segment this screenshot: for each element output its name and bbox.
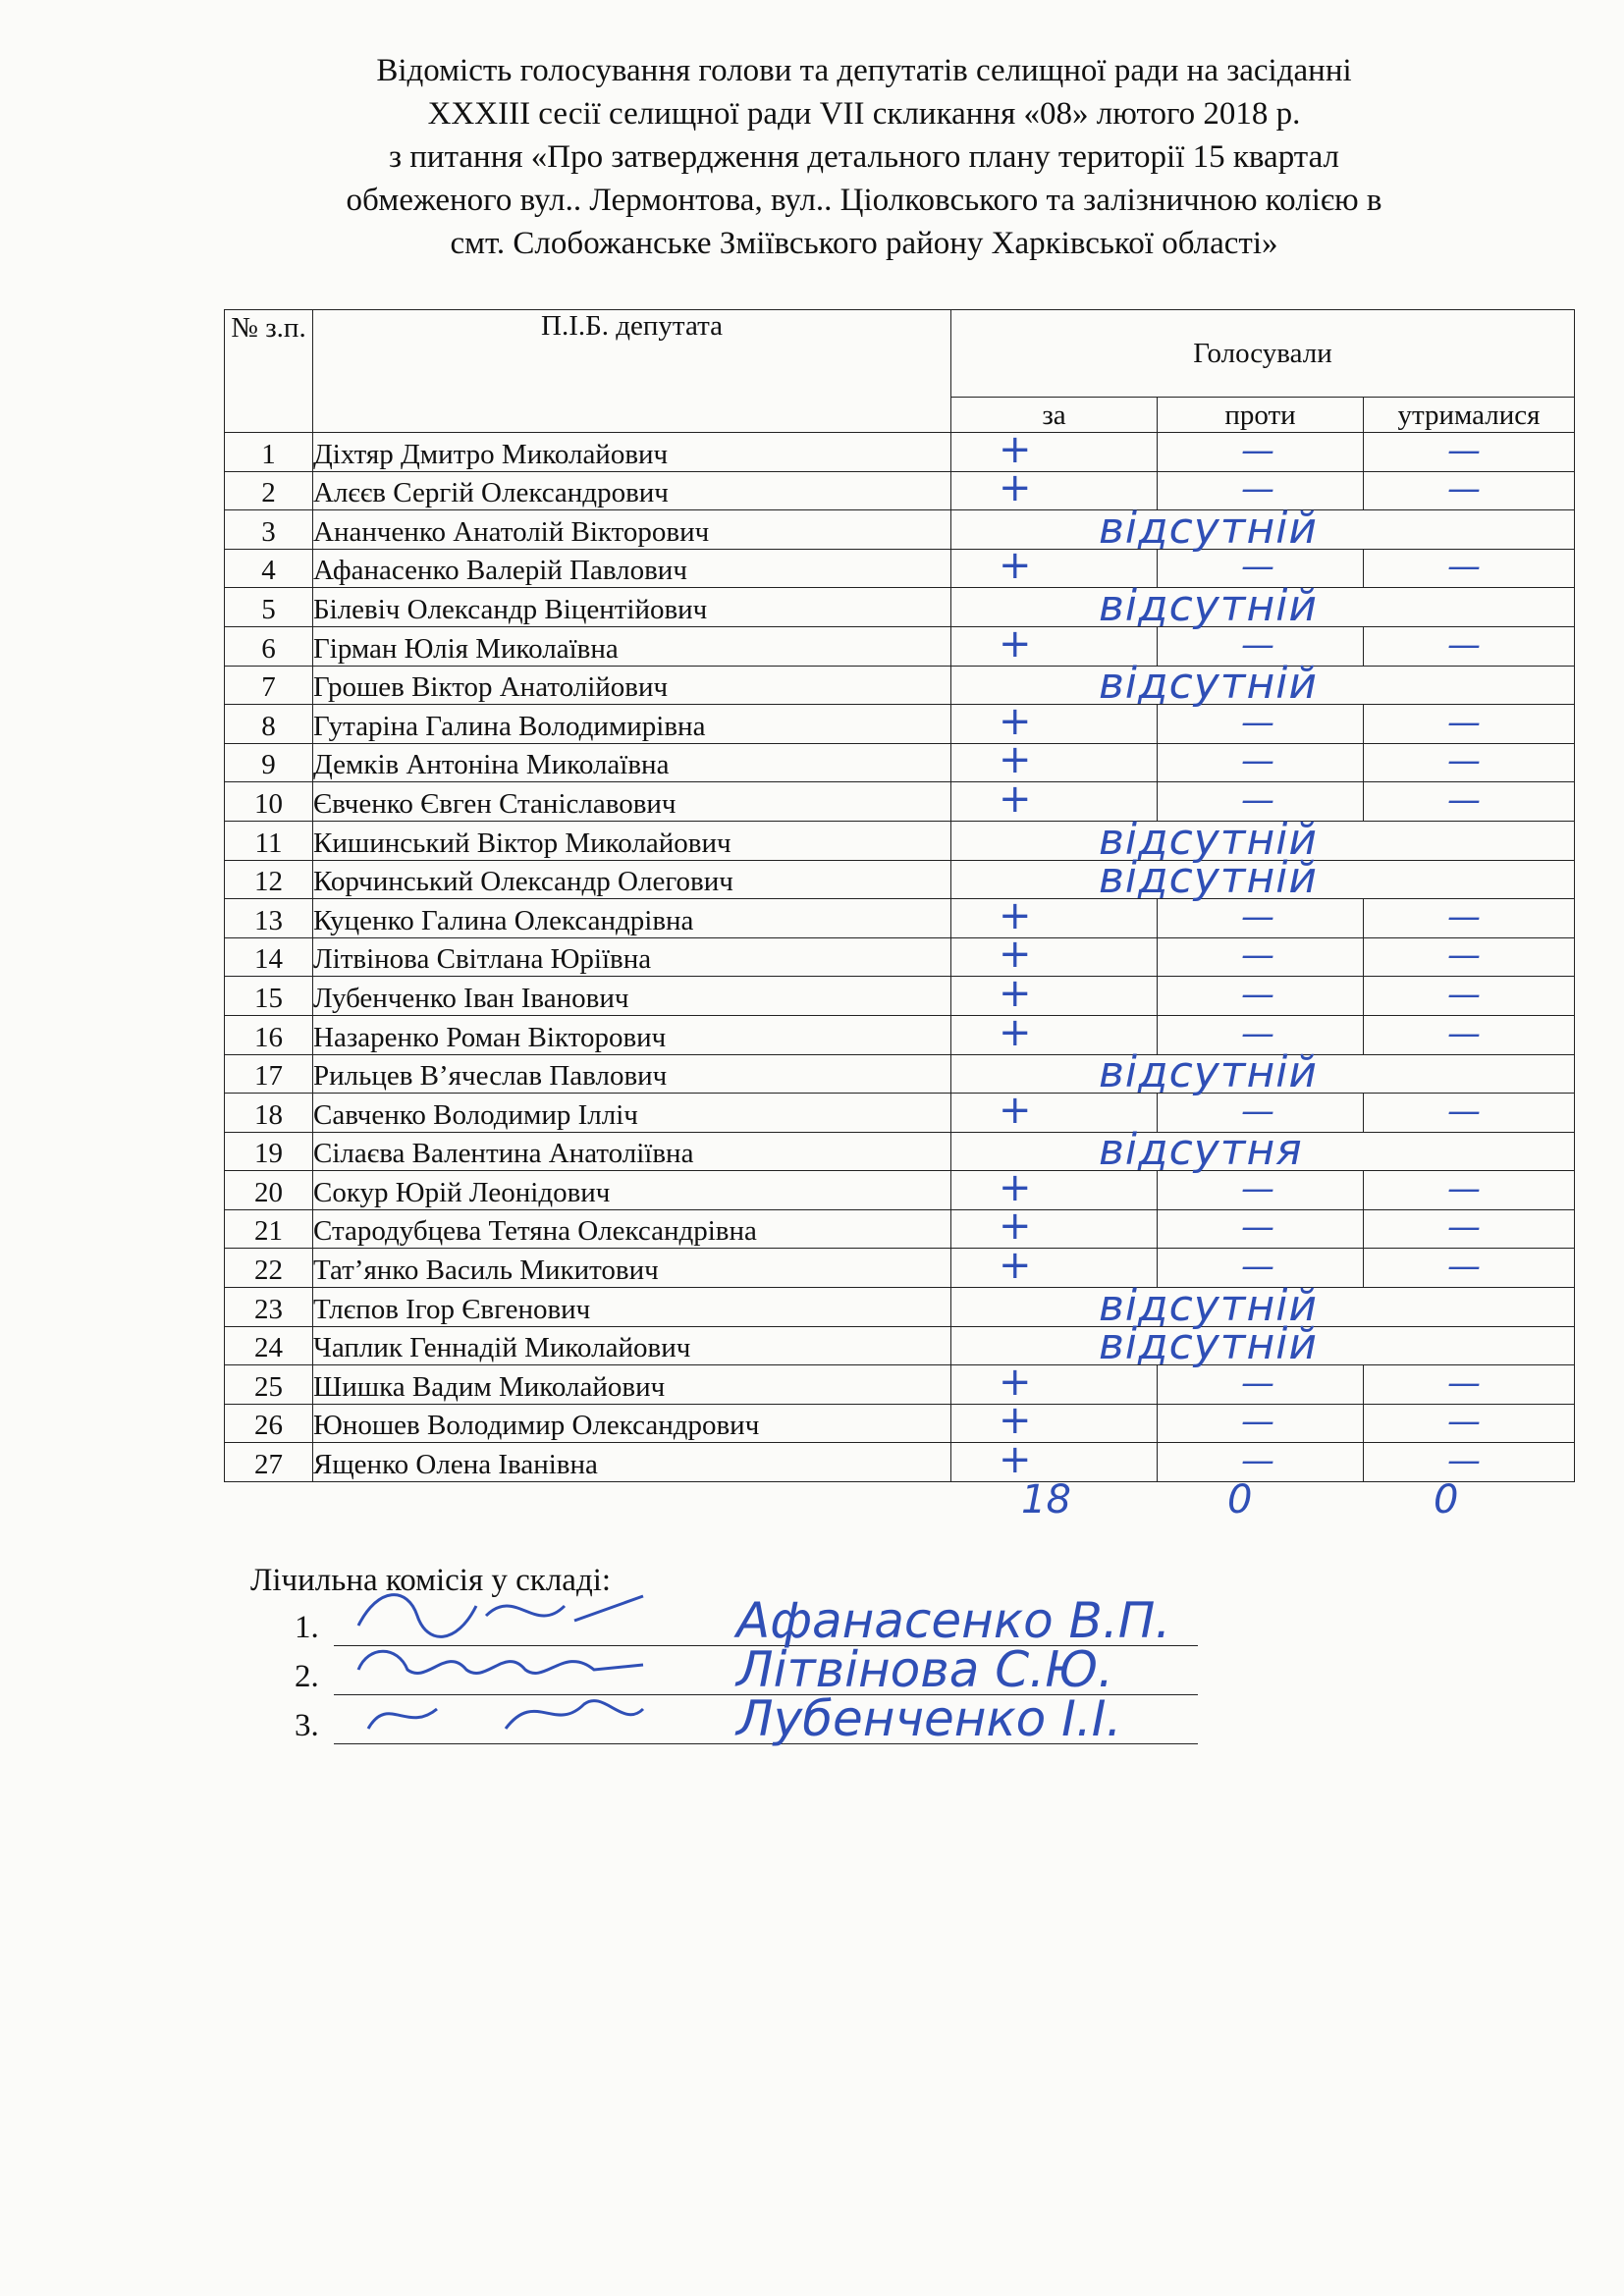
deputy-name: Афанасенко Валерій Павлович	[313, 549, 951, 588]
vote-against-mark: —	[1241, 779, 1274, 820]
vote-against-mark: —	[1241, 1013, 1274, 1053]
absent-note: відсутній	[1099, 853, 1319, 904]
table-row	[225, 1094, 1575, 1133]
vote-against-mark: —	[1241, 1168, 1274, 1208]
absent-note: відсутній	[1099, 503, 1319, 554]
vote-against-cell	[1158, 430, 1364, 472]
row-number: 10	[225, 782, 313, 822]
vote-for-cell	[951, 1164, 1158, 1210]
title-line-1: Відомість голосування голови та депутатів селищної ради на засіданні	[376, 53, 1352, 88]
vote-abstained-cell	[1364, 1091, 1575, 1133]
deputy-name: Кишинський Віктор Миколайович	[313, 821, 951, 860]
deputy-name: Назаренко Роман Вікторович	[313, 1015, 951, 1054]
table-row	[225, 1209, 1575, 1249]
member-number: 3.	[295, 1708, 319, 1743]
absent-cell	[951, 580, 1575, 631]
vote-abstained-cell	[1364, 1362, 1575, 1405]
table-row	[225, 1249, 1575, 1288]
row-number: 13	[225, 899, 313, 938]
member-name: Лубенченко І.І.	[736, 1690, 1122, 1747]
row-number: 5	[225, 588, 313, 627]
vote-abstained-cell	[1364, 1168, 1575, 1210]
handwritten-signature	[349, 1675, 682, 1753]
vote-for-mark: +	[999, 543, 1032, 589]
table-row	[225, 1015, 1575, 1054]
deputy-name: Гутаріна Галина Володимирівна	[313, 705, 951, 744]
vote-abstained-cell	[1364, 1404, 1575, 1443]
vote-for-cell	[951, 1203, 1158, 1250]
row-number: 19	[225, 1132, 313, 1171]
table-row	[225, 937, 1575, 977]
deputy-name: Сокур Юрій Леонідович	[313, 1171, 951, 1210]
vote-abstained-mark: —	[1447, 1168, 1481, 1208]
row-number: 23	[225, 1288, 313, 1327]
vote-against-mark: —	[1241, 1402, 1274, 1442]
vote-abstained-mark: —	[1447, 779, 1481, 820]
member-name: Літвінова С.Ю.	[736, 1641, 1113, 1698]
vote-against-mark: —	[1241, 935, 1274, 976]
absent-cell	[951, 1047, 1575, 1098]
vote-abstained-cell	[1364, 1443, 1575, 1482]
table-row	[225, 1443, 1575, 1482]
vote-abstained-mark: —	[1447, 741, 1481, 781]
deputy-name: Савченко Володимир Ілліч	[313, 1094, 951, 1133]
deputy-name: Шишка Вадим Миколайович	[313, 1365, 951, 1405]
vote-for-cell	[951, 1398, 1158, 1444]
header-against: проти	[1158, 398, 1364, 433]
deputy-name: Корчинський Олександр Олегович	[313, 860, 951, 899]
absent-note: відсутній	[1099, 1319, 1319, 1370]
vote-against-mark: —	[1241, 896, 1274, 936]
vote-for-cell	[951, 737, 1158, 783]
deputy-name: Білевіч Олександр Віцентійович	[313, 588, 951, 627]
absent-note: відсутній	[1099, 1280, 1319, 1331]
row-number: 22	[225, 1249, 313, 1288]
vote-abstained-cell	[1364, 937, 1575, 977]
table-body	[225, 426, 1575, 1483]
row-number: 20	[225, 1171, 313, 1210]
absent-cell	[951, 1125, 1575, 1176]
document-title	[226, 49, 1502, 265]
vote-for-mark: +	[999, 932, 1032, 978]
row-number: 9	[225, 743, 313, 782]
absent-note: відсутній	[1099, 659, 1319, 710]
vote-abstained-mark: —	[1447, 469, 1481, 509]
vote-for-mark: +	[999, 970, 1032, 1016]
table-row	[225, 1171, 1575, 1210]
title-line-4: обмеженого вул.. Лермонтова, вул.. Ціолковського та залізничною колією в	[346, 183, 1382, 218]
member-name: Афанасенко В.П.	[736, 1592, 1171, 1649]
row-number: 11	[225, 821, 313, 860]
vote-against-mark: —	[1241, 1247, 1274, 1287]
vote-for-cell	[951, 892, 1158, 938]
absent-note: відсутній	[1099, 1047, 1319, 1098]
vote-for-cell	[951, 1437, 1158, 1483]
vote-against-mark: —	[1241, 1441, 1274, 1481]
vote-against-cell	[1158, 1168, 1364, 1210]
vote-for-cell	[951, 698, 1158, 744]
vote-abstained-mark: —	[1447, 896, 1481, 936]
vote-abstained-mark: —	[1447, 935, 1481, 976]
vote-against-cell	[1158, 1404, 1364, 1443]
voting-table	[224, 309, 1575, 1482]
vote-against-mark: —	[1241, 624, 1274, 665]
deputy-name: Демків Антоніна Миколаївна	[313, 743, 951, 782]
table-row	[225, 510, 1575, 550]
table-row	[225, 666, 1575, 705]
title-line-5: смт. Слобожанське Зміївського району Харківської області»	[450, 226, 1278, 261]
vote-for-cell	[951, 932, 1158, 978]
table-row	[225, 1132, 1575, 1171]
vote-for-mark: +	[999, 1243, 1032, 1289]
vote-abstained-mark: —	[1447, 1091, 1481, 1131]
vote-abstained-mark: —	[1447, 1247, 1481, 1287]
table-row	[225, 977, 1575, 1016]
vote-for-mark: +	[999, 892, 1032, 938]
table-row	[225, 1054, 1575, 1094]
total-abstained: 0	[1434, 1477, 1459, 1522]
vote-against-cell	[1158, 896, 1364, 938]
deputy-name: Лубенченко Іван Іванович	[313, 977, 951, 1016]
header-voted: Голосували	[951, 310, 1575, 398]
row-number: 16	[225, 1015, 313, 1054]
vote-totals	[1021, 1477, 1532, 1526]
vote-against-mark: —	[1241, 1091, 1274, 1131]
vote-for-cell	[951, 426, 1158, 472]
vote-for-mark: +	[999, 1437, 1032, 1483]
table-row	[225, 549, 1575, 588]
absent-cell	[951, 659, 1575, 710]
row-number: 7	[225, 666, 313, 705]
vote-abstained-mark: —	[1447, 1362, 1481, 1403]
vote-abstained-cell	[1364, 471, 1575, 510]
vote-abstained-mark: —	[1447, 1402, 1481, 1442]
vote-abstained-cell	[1364, 974, 1575, 1016]
row-number: 14	[225, 937, 313, 977]
deputy-name: Євченко Євген Станіславович	[313, 782, 951, 822]
vote-abstained-cell	[1364, 1249, 1575, 1288]
vote-abstained-cell	[1364, 1209, 1575, 1249]
row-number: 17	[225, 1054, 313, 1094]
deputy-name: Грошев Віктор Анатолійович	[313, 666, 951, 705]
table-row	[225, 860, 1575, 899]
deputy-name: Куценко Галина Олександрівна	[313, 899, 951, 938]
member-number: 1.	[295, 1610, 319, 1645]
vote-against-cell	[1158, 1443, 1364, 1482]
vote-abstained-cell	[1364, 743, 1575, 782]
table-row	[225, 1365, 1575, 1405]
row-number: 15	[225, 977, 313, 1016]
table-row	[225, 705, 1575, 744]
row-number: 24	[225, 1326, 313, 1365]
vote-abstained-cell	[1364, 702, 1575, 744]
member-number: 2.	[295, 1659, 319, 1694]
row-number: 21	[225, 1209, 313, 1249]
header-name: П.І.Б. депутата	[313, 310, 951, 433]
vote-against-mark: —	[1241, 702, 1274, 742]
vote-abstained-cell	[1364, 549, 1575, 588]
vote-for-mark: +	[999, 426, 1032, 472]
table-row	[225, 821, 1575, 860]
deputy-name: Юношев Володимир Олександрович	[313, 1404, 951, 1443]
deputy-name: Гірман Юлія Миколаївна	[313, 626, 951, 666]
vote-abstained-mark: —	[1447, 1013, 1481, 1053]
header-for: за	[951, 398, 1158, 433]
vote-abstained-mark: —	[1447, 1441, 1481, 1481]
row-number: 4	[225, 549, 313, 588]
table-row	[225, 471, 1575, 510]
deputy-name: Діхтяр Дмитро Миколайович	[313, 433, 951, 472]
vote-abstained-cell	[1364, 779, 1575, 822]
table-row	[225, 588, 1575, 627]
vote-abstained-cell	[1364, 430, 1575, 472]
total-for: 18	[1021, 1477, 1071, 1522]
absent-cell	[951, 1319, 1575, 1370]
total-against: 0	[1227, 1477, 1253, 1522]
vote-against-mark: —	[1241, 469, 1274, 509]
vote-for-mark: +	[999, 1009, 1032, 1055]
row-number: 1	[225, 433, 313, 472]
absent-note: відсутня	[1099, 1125, 1303, 1176]
deputy-name: Рильцев В’ячеслав Павлович	[313, 1054, 951, 1094]
table-row	[225, 1288, 1575, 1327]
vote-for-mark: +	[999, 1087, 1032, 1133]
deputy-name: Чаплик Геннадій Миколайович	[313, 1326, 951, 1365]
vote-abstained-cell	[1364, 626, 1575, 666]
row-number: 18	[225, 1094, 313, 1133]
vote-for-mark: +	[999, 1203, 1032, 1250]
vote-against-cell	[1158, 702, 1364, 744]
table-row	[225, 626, 1575, 666]
table-row	[225, 899, 1575, 938]
vote-for-mark: +	[999, 737, 1032, 783]
deputy-name: Стародубцева Тетяна Олександрівна	[313, 1209, 951, 1249]
row-number: 2	[225, 471, 313, 510]
deputy-name: Сілаєва Валентина Анатоліївна	[313, 1132, 951, 1171]
absent-note: відсутній	[1099, 814, 1319, 865]
deputy-name: Алєєв Сергій Олександрович	[313, 471, 951, 510]
vote-for-cell	[951, 970, 1158, 1016]
vote-against-cell	[1158, 974, 1364, 1016]
vote-against-cell	[1158, 1209, 1364, 1249]
vote-against-mark: —	[1241, 741, 1274, 781]
row-number: 26	[225, 1404, 313, 1443]
vote-for-mark: +	[999, 698, 1032, 744]
deputy-name: Тлєпов Ігор Євгенович	[313, 1288, 951, 1327]
vote-for-mark: +	[999, 620, 1032, 667]
absent-note: відсутній	[1099, 580, 1319, 631]
vote-against-mark: —	[1241, 1207, 1274, 1248]
row-number: 12	[225, 860, 313, 899]
vote-abstained-cell	[1364, 896, 1575, 938]
row-number: 25	[225, 1365, 313, 1405]
vote-for-cell	[951, 1359, 1158, 1405]
deputy-name: Ященко Олена Іванівна	[313, 1443, 951, 1482]
vote-against-cell	[1158, 937, 1364, 977]
table-row	[225, 782, 1575, 822]
vote-against-mark: —	[1241, 430, 1274, 470]
vote-for-mark: +	[999, 1398, 1032, 1444]
vote-against-cell	[1158, 1362, 1364, 1405]
table-row	[225, 433, 1575, 472]
vote-abstained-mark: —	[1447, 974, 1481, 1014]
table-row	[225, 1404, 1575, 1443]
title-line-3: з питання «Про затвердження детального плану території 15 квартал	[388, 139, 1339, 175]
title-line-2: XXXIII сесії селищної ради VII скликання «08» лютого 2018 р.	[427, 96, 1301, 132]
vote-abstained-mark: —	[1447, 547, 1481, 587]
header-number: № з.п.	[225, 310, 313, 433]
vote-abstained-mark: —	[1447, 1207, 1481, 1248]
table-row	[225, 743, 1575, 782]
row-number: 3	[225, 510, 313, 550]
vote-for-mark: +	[999, 1359, 1032, 1405]
vote-abstained-mark: —	[1447, 702, 1481, 742]
vote-against-mark: —	[1241, 1362, 1274, 1403]
header-abstained: утрималися	[1364, 398, 1575, 433]
row-number: 8	[225, 705, 313, 744]
table-row	[225, 1326, 1575, 1365]
vote-abstained-mark: —	[1447, 624, 1481, 665]
absent-cell	[951, 503, 1575, 554]
vote-for-mark: +	[999, 465, 1032, 511]
vote-for-mark: +	[999, 775, 1032, 822]
deputy-name: Тат’янко Василь Микитович	[313, 1249, 951, 1288]
row-number: 6	[225, 626, 313, 666]
vote-against-mark: —	[1241, 547, 1274, 587]
row-number: 27	[225, 1443, 313, 1482]
deputy-name: Літвінова Світлана Юріївна	[313, 937, 951, 977]
deputy-name: Ананченко Анатолій Вікторович	[313, 510, 951, 550]
vote-abstained-mark: —	[1447, 430, 1481, 470]
absent-cell	[951, 853, 1575, 904]
vote-against-mark: —	[1241, 974, 1274, 1014]
commission-label: Лічильна комісія у складі:	[250, 1563, 612, 1598]
vote-for-mark: +	[999, 1164, 1032, 1210]
vote-abstained-cell	[1364, 1015, 1575, 1054]
vote-against-cell	[1158, 743, 1364, 782]
